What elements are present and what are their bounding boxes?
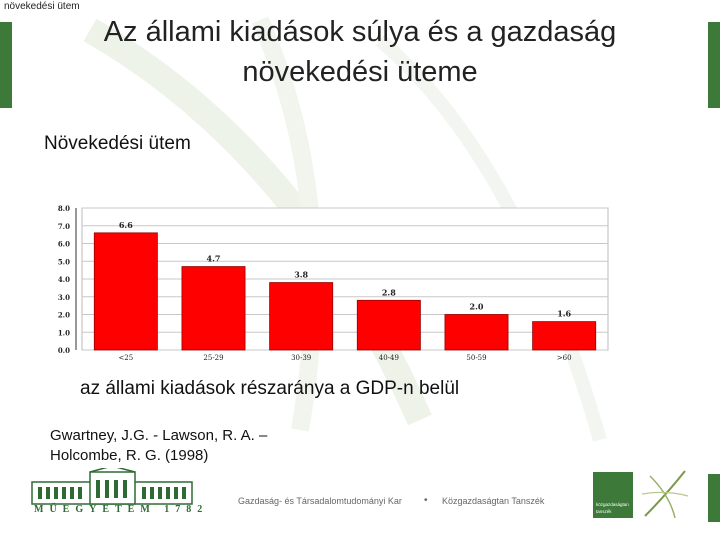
- title-line-2: növekedési üteme: [242, 56, 478, 88]
- bar: [94, 233, 157, 350]
- right-green-bar: [708, 22, 720, 108]
- data-label: 1.6: [557, 308, 572, 319]
- x-tick-label: 50-59: [466, 354, 487, 362]
- x-tick-label: >60: [556, 354, 572, 362]
- bar-chart: [40, 198, 620, 374]
- y-tick-label: 7.0: [57, 221, 70, 231]
- data-label: 4.7: [206, 253, 221, 264]
- chart-subtitle: Növekedési ütem: [44, 133, 191, 154]
- data-label: 6.6: [118, 219, 133, 230]
- source-citation: [50, 426, 267, 466]
- bar: [270, 283, 333, 350]
- footer: [0, 462, 720, 540]
- chart-caption: az állami kiadások részaránya a GDP-n belül: [80, 378, 460, 399]
- bar: [445, 315, 508, 351]
- bar: [357, 300, 420, 350]
- y-tick-label: 1.0: [57, 328, 70, 338]
- y-tick-label: 3.0: [57, 292, 70, 302]
- bar: [533, 322, 596, 350]
- department-swirl-icon: [640, 466, 690, 522]
- data-label: 2.0: [469, 301, 484, 312]
- university-building-logo: [30, 468, 195, 528]
- footer-green-bar: [708, 474, 720, 522]
- data-label: 2.8: [381, 287, 396, 298]
- data-label: 3.8: [294, 269, 309, 280]
- badge-line-2: tanszék: [596, 509, 612, 514]
- y-tick-label: 2.0: [57, 310, 70, 320]
- slide-title: [60, 12, 660, 92]
- x-tick-label: 25-29: [203, 354, 224, 362]
- x-tick-label: <25: [118, 354, 134, 362]
- corner-label: növekedési ütem: [4, 1, 80, 12]
- footer-separator: •: [424, 495, 428, 506]
- department-badge: [593, 472, 633, 518]
- y-tick-label: 5.0: [57, 257, 70, 267]
- y-tick-label: 0.0: [57, 346, 70, 355]
- left-green-bar: [0, 22, 12, 108]
- y-tick-label: 4.0: [57, 275, 70, 284]
- title-line-1: Az állami kiadások súlya és a gazdaság: [103, 16, 617, 48]
- source-line-1: Gwartney, J.G. - Lawson, R. A. –: [50, 427, 268, 444]
- footer-department: Közgazdaságtan Tanszék: [442, 496, 545, 506]
- university-wordmark: MŰEGYETEM 1782: [34, 504, 209, 515]
- y-tick-label: 6.0: [57, 239, 70, 249]
- source-line-2: Holcombe, R. G. (1998): [50, 447, 209, 464]
- badge-line-1: közgazdaságtan: [596, 502, 629, 507]
- bar: [182, 267, 245, 350]
- footer-faculty: Gazdaság- és Társadalomtudományi Kar: [238, 496, 402, 506]
- x-tick-label: 30-39: [291, 354, 312, 362]
- x-tick-label: 40-49: [378, 354, 399, 362]
- y-tick-label: 8.0: [57, 204, 70, 213]
